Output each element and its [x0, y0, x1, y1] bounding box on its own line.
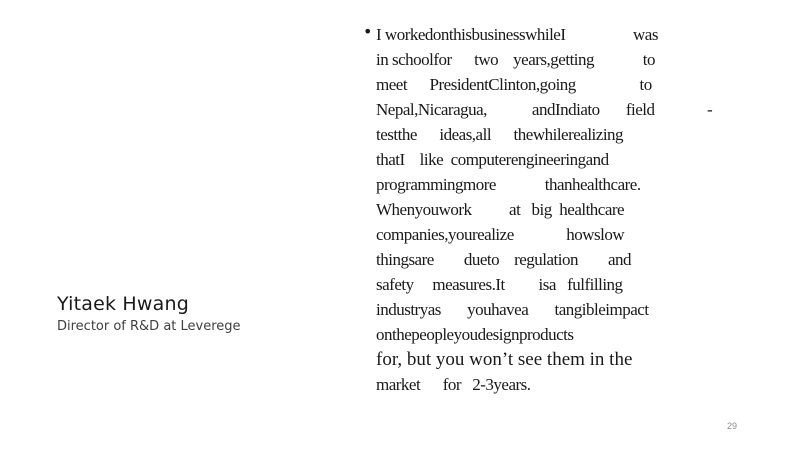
page-number: 29 [727, 421, 738, 431]
speaker-name: Yitaek Hwang [57, 293, 190, 315]
hyphen-mark: - [707, 100, 713, 119]
quote-line: onthepeopleyoudesignproducts [376, 325, 574, 344]
quote-line: in schoolfor two years,getting to [376, 50, 655, 69]
quote-line: industryas youhavea tangibleimpact [376, 300, 649, 319]
quote-line: programmingmore thanhealthcare. [376, 175, 641, 194]
quote-line: thingsare dueto regulation and [376, 250, 632, 269]
quote-line: Nepal,Nicaragua, andIndiato field [376, 100, 655, 119]
quote-line: companies,yourealize howslow [376, 225, 625, 244]
quote-line: meet PresidentClinton,going to [376, 75, 652, 94]
quote-line: I workedonthisbusinesswhileI was [376, 25, 658, 44]
quote-line: for, but you won’t see them in the [376, 349, 633, 370]
bullet-marker: • [363, 22, 373, 41]
quote-line: testthe ideas,all thewhilerealizing [376, 125, 624, 144]
speaker-title: Director of R&D at Leverege [57, 319, 241, 334]
quote-line: thatI like computerengineeringand [376, 150, 609, 169]
quote-line: market for 2-3years. [376, 375, 531, 394]
speaker-info [57, 292, 241, 337]
quote-line: safety measures.It isa fulfilling [376, 275, 623, 294]
quote-line: Whenyouwork at big healthcare [376, 200, 625, 219]
